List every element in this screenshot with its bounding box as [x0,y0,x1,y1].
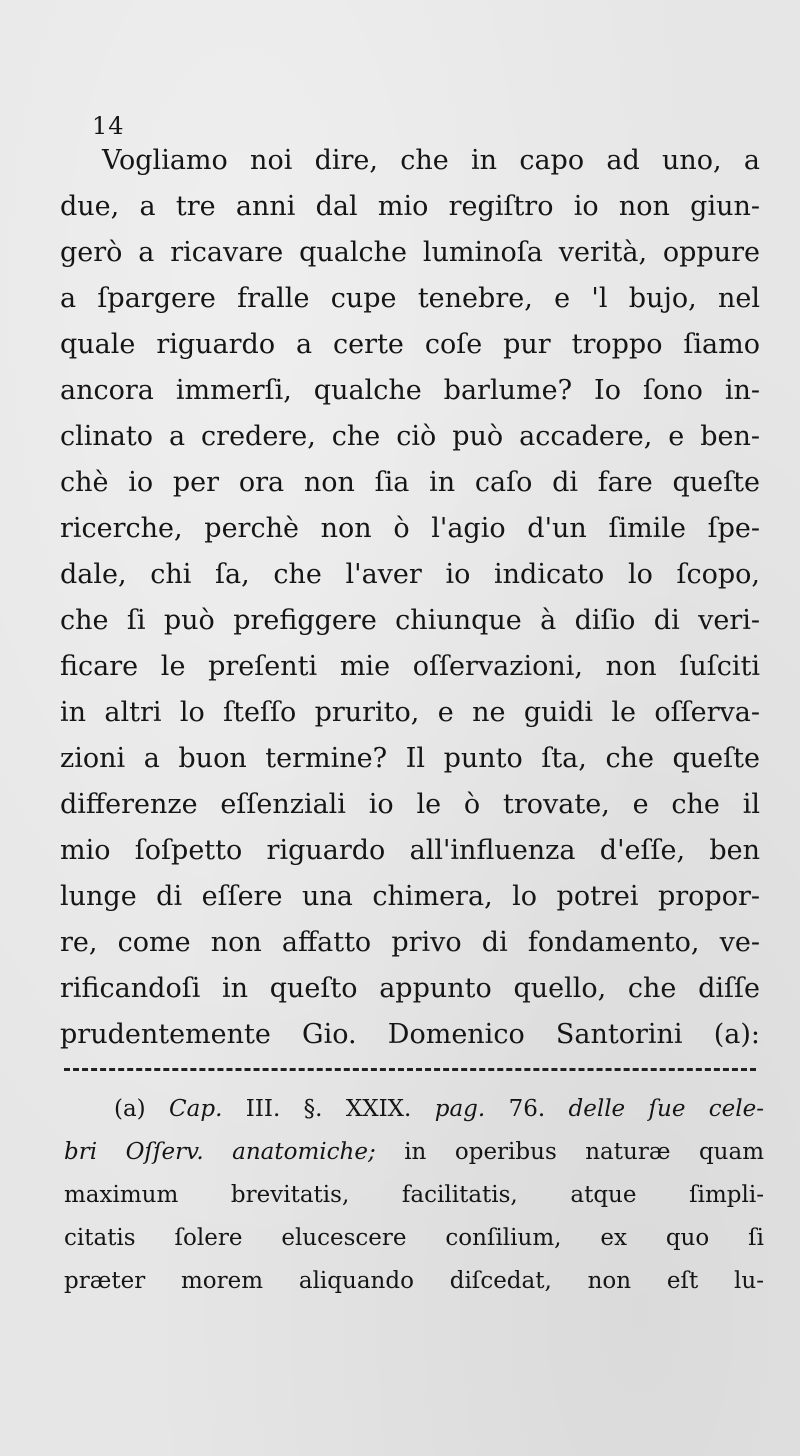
text-line: quale riguardo a certe coſe pur troppo ſiamo [60,329,760,360]
page-number: 14 [92,112,125,140]
footnote-source: bri Oſſerv. anatomiche; [64,1139,376,1165]
text-line: dale, chi ſa, che l'aver io indicato lo ſcopo, [60,559,760,590]
text-line: prudentemente Gio. Domenico Santorini (a): [60,1019,760,1050]
text-line: lunge di eſſere una chimera, lo potrei propor- [60,881,760,912]
text-line: clinato a credere, che ciò può accadere, e ben- [60,421,760,452]
footnote-ref-pag: pag. [434,1096,486,1122]
footnote-source: delle ſue cele- [568,1096,765,1122]
text-line: a ſpargere fralle cupe tenebre, e 'l bujo, nel [60,283,760,314]
footnote-marker: (a) [114,1096,146,1122]
text-line: chè io per ora non ſia in caſo di fare queſte [60,467,760,498]
text-line: ficare le preſenti mie oſſervazioni, non ſuſciti [60,651,760,682]
text-line: zioni a buon termine? Il punto ſta, che queſte [60,743,760,774]
footnote-line [64,1088,764,1131]
footnote-quote: in operibus naturæ quam [404,1139,764,1165]
text-line: rificandoſi in queſto appunto quello, che diſſe [60,973,760,1004]
text-line: ricerche, perchè non ò l'agio d'un ſimile ſpe- [60,513,760,544]
footnote [64,1088,764,1303]
text-line: Vogliamo noi dire, che in capo ad uno, a [102,145,760,176]
body-text [60,138,760,1058]
footnote-ref-number: III. §. XXIX. [245,1096,412,1122]
footnote-line: citatis ſolere elucescere conſilium, ex quo ſi [64,1225,764,1251]
footnote-page-number: 76. [508,1096,546,1122]
footnote-line: præter morem aliquando diſcedat, non eſt lu- [64,1268,764,1294]
text-line: re, come non affatto privo di fondamento, ve- [60,927,760,958]
footnote-line [64,1131,764,1174]
text-line: due, a tre anni dal mio regiſtro io non giun- [60,191,760,222]
footnote-ref-cap: Cap. [169,1096,223,1122]
footnote-divider [64,1068,756,1071]
text-line: gerò a ricavare qualche luminoſa verità, oppure [60,237,760,268]
text-line: mio ſoſpetto riguardo all'influenza d'eſſe, ben [60,835,760,866]
footnote-line: maximum brevitatis, facilitatis, atque ſimpli- [64,1182,764,1208]
text-line: in altri lo ſteſſo prurito, e ne guidi le oſſerva- [60,697,760,728]
text-line: differenze eſſenziali io le ò trovate, e che il [60,789,760,820]
text-line: ancora immerſi, qualche barlume? Io ſono in- [60,375,760,406]
text-line: che ſi può prefiggere chiunque à diſio di veri- [60,605,760,636]
